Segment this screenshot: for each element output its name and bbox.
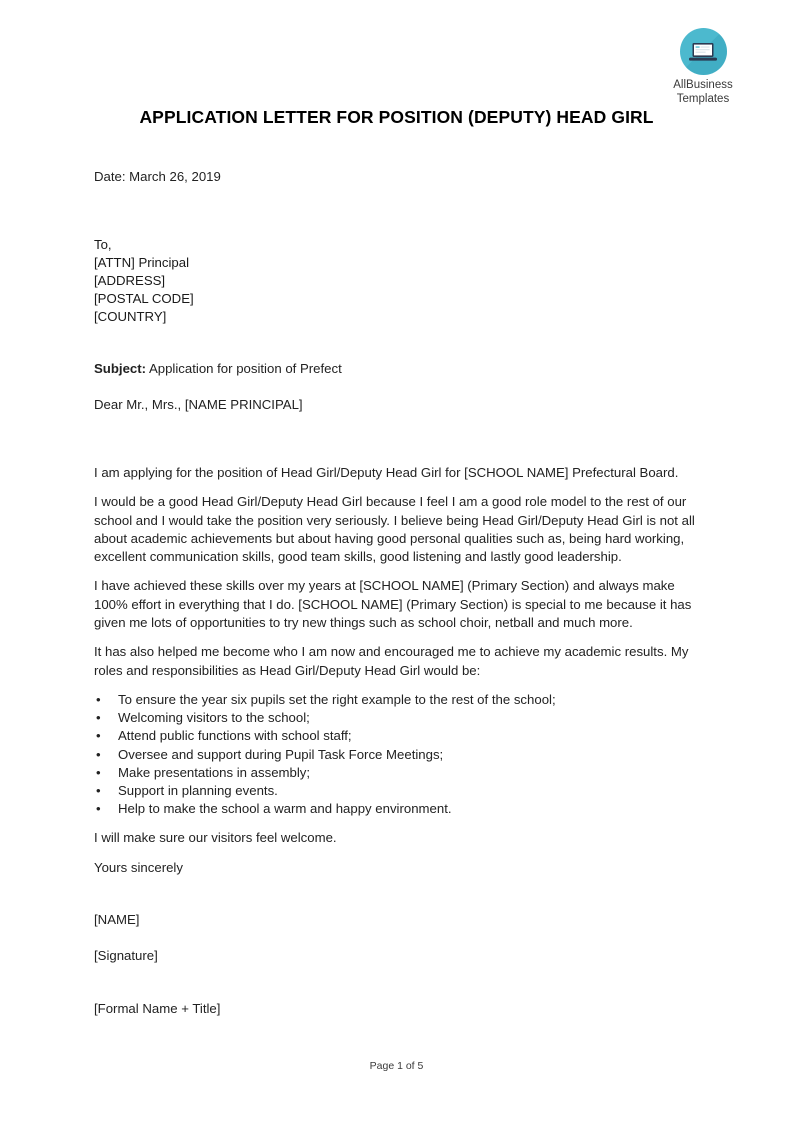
subject-line [94, 360, 702, 378]
subject-label: Subject: [94, 361, 147, 376]
spacer [94, 929, 702, 947]
brand-logo [655, 28, 751, 106]
logo-text [655, 79, 751, 106]
list-item-text: Attend public functions with school staff; [118, 728, 352, 744]
paragraph-roles-intro: It has also helped me become who I am now and encouraged me to achieve my academic results. My roles and responsibilities as Head Girl/Deputy Head Girl would be: [94, 644, 689, 678]
list-item [94, 764, 702, 782]
list-item-text: Welcoming visitors to the school; [118, 710, 310, 726]
bullet-icon: • [96, 728, 101, 744]
bullet-icon: • [96, 764, 101, 780]
closing-line: I will make sure our visitors feel welcome. [94, 830, 337, 846]
sign-off: Yours sincerely [94, 859, 183, 875]
list-item [94, 691, 702, 709]
duties-list [94, 691, 702, 818]
bullet-icon: • [96, 746, 101, 762]
recipient-line-address: [ADDRESS] [94, 273, 166, 288]
spacer [94, 326, 702, 360]
page-title: APPLICATION LETTER FOR POSITION (DEPUTY) HEAD GIRL [139, 107, 654, 127]
spacer [94, 378, 702, 396]
spacer [94, 680, 702, 691]
recipient-line-to: To, [94, 237, 112, 252]
list-item-text: Oversee and support during Pupil Task Force Meetings; [118, 746, 444, 762]
logo-text-line2: Templates [676, 92, 730, 105]
salutation: Dear Mr., Mrs., [NAME PRINCIPAL] [94, 397, 303, 412]
logo-text-line1: AllBusiness [673, 79, 733, 91]
list-item [94, 746, 702, 764]
spacer [94, 632, 702, 643]
formal-name-placeholder: [Formal Name + Title] [94, 1000, 221, 1016]
list-item [94, 800, 702, 818]
spacer [94, 848, 702, 859]
list-item [94, 727, 702, 745]
bullet-icon: • [96, 691, 101, 707]
spacer [94, 818, 702, 829]
spacer [94, 877, 702, 911]
paragraph-intro: I am applying for the position of Head Girl/Deputy Head Girl for [SCHOOL NAME] Prefectural Board. [94, 465, 679, 480]
laptop-icon [688, 41, 718, 63]
spacer [94, 482, 702, 493]
letter-body [94, 168, 702, 1018]
name-placeholder: [NAME] [94, 911, 140, 927]
subject-value: Application for position of Prefect [148, 361, 342, 376]
signature-placeholder: [Signature] [94, 948, 158, 964]
spacer [94, 966, 702, 1000]
logo-circle [680, 28, 727, 75]
spacer [94, 414, 702, 464]
recipient-line-country: [COUNTRY] [94, 309, 167, 324]
spacer [94, 186, 702, 236]
bullet-icon: • [96, 710, 101, 726]
letter-date: Date: March 26, 2019 [94, 169, 221, 184]
list-item [94, 782, 702, 800]
list-item-text: Help to make the school a warm and happy environment. [118, 801, 452, 817]
page-footer: Page 1 of 5 [369, 1060, 424, 1072]
list-item-text: To ensure the year six pupils set the right example to the rest of the school; [118, 691, 556, 707]
recipient-line-attn: [ATTN] Principal [94, 255, 190, 270]
list-item-text: Support in planning events. [118, 782, 278, 798]
list-item-text: Make presentations in assembly; [118, 764, 311, 780]
recipient-line-postal: [POSTAL CODE] [94, 291, 194, 306]
list-item [94, 709, 702, 727]
spacer [94, 566, 702, 577]
bullet-icon: • [96, 782, 101, 798]
paragraph-qualities: I would be a good Head Girl/Deputy Head Girl because I feel I am a good role model to the rest of our school and I would take the position very seriously. I believe being Head Girl/Deputy Head Girl is not all about academic achievements but about having good personal qualities such as, being hard working, excellent communication skills, good team skills, good listening and lastly good leadership. [94, 494, 695, 565]
paragraph-experience: I have achieved these skills over my years at [SCHOOL NAME] (Primary Section) and always make 100% effort in everything that I do. [SCHOOL NAME] (Primary Section) is special to me because it has given me lots of opportunities to try new things such as school choir, netball and much more. [94, 578, 692, 631]
bullet-icon: • [96, 801, 101, 817]
